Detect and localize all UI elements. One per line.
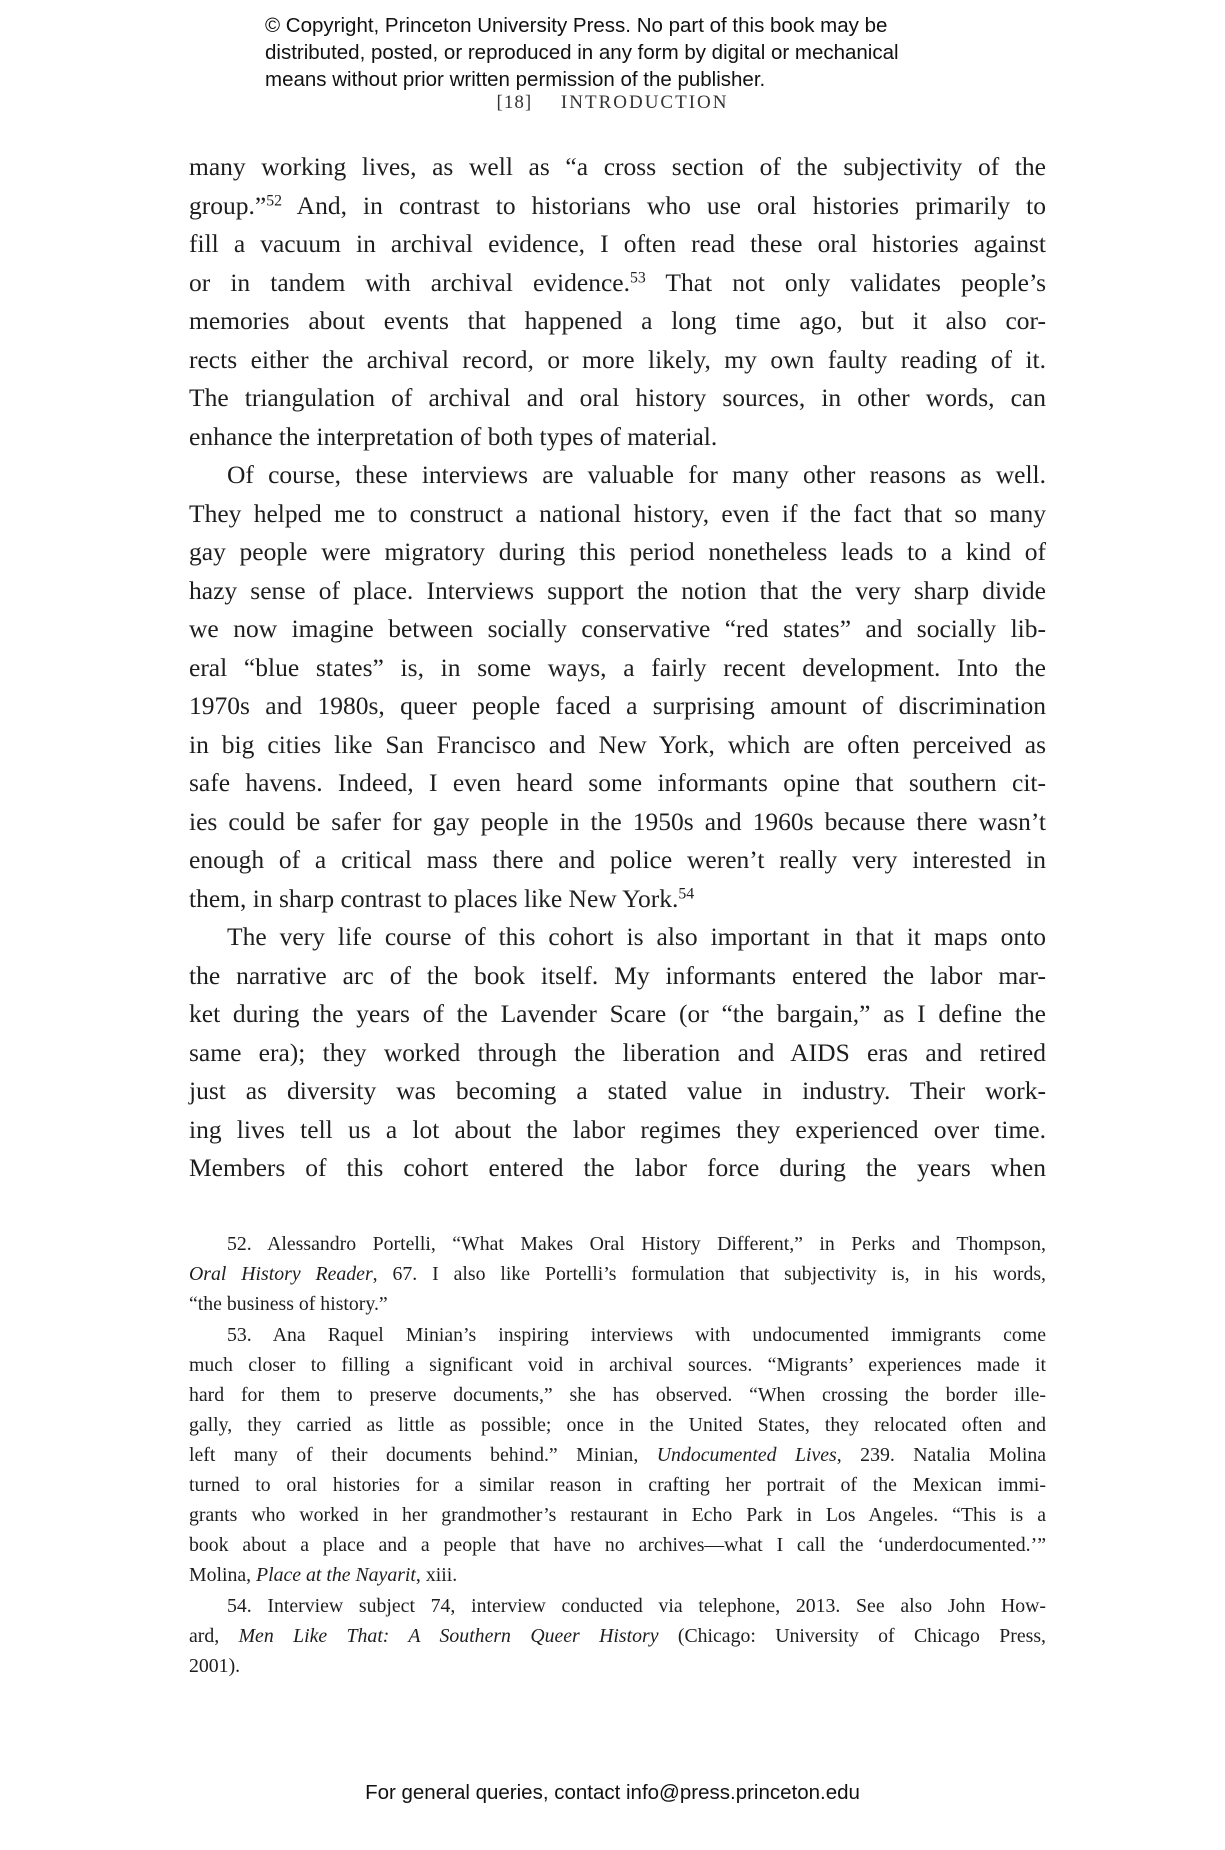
contact-footer: For general queries, contact info@press.princeton.edu [365, 1781, 860, 1804]
text-line [189, 418, 1046, 457]
text-run: ing lives tell us a lot about the labor regimes they experienced over time. [189, 1114, 1046, 1144]
footnote-line [189, 1470, 1046, 1500]
text-line [189, 341, 1046, 380]
text-run: gally, they carried as little as possible; once in the United States, they relocated often and [189, 1414, 1046, 1436]
text-line [189, 764, 1046, 803]
footnote-line [189, 1530, 1046, 1560]
text-line [189, 687, 1046, 726]
copyright-line: © Copyright, Princeton University Press. No part of this book may be [265, 14, 888, 37]
italic-title: Undocumented Lives [656, 1444, 837, 1466]
text-line [189, 225, 1046, 264]
text-run: That not only validates people’s [645, 267, 1046, 297]
footnote-line [189, 1560, 1046, 1590]
text-run: ard, [189, 1625, 239, 1647]
text-run: ies could be safer for gay people in the 1950s and 1960s because there wasn’t [189, 806, 1046, 836]
footnote-line [189, 1320, 1046, 1350]
text-line [189, 379, 1046, 418]
text-run: we now imagine between socially conservative “red states” and socially lib- [189, 614, 1046, 643]
text-line [189, 456, 1046, 495]
text-line [189, 880, 1046, 919]
text-run: 1970s and 1980s, queer people faced a surprising amount of discrimination [189, 691, 1046, 720]
footnotes [189, 1229, 1046, 1681]
text-run: them, in sharp contrast to places like New York. [189, 883, 679, 913]
text-run: The triangulation of archival and oral history sources, in other words, can [189, 383, 1046, 412]
italic-title: Place at the Nayarit [256, 1564, 416, 1586]
italic-title: Men Like That: A Southern Queer History [238, 1625, 659, 1647]
text-line [189, 649, 1046, 688]
text-line [189, 957, 1046, 996]
footnote-line [189, 1289, 1046, 1319]
text-run: group.” [189, 190, 267, 220]
text-run: left many of their documents behind.” Minian, [189, 1444, 657, 1466]
text-run: 53. Ana Raquel Minian’s inspiring interviews with undocumented immigrants come [227, 1324, 1046, 1346]
text-line [189, 1149, 1046, 1188]
text-line [189, 1111, 1046, 1150]
footnote-ref: 54 [678, 884, 695, 902]
text-run: enhance the interpretation of both types of material. [189, 421, 718, 451]
text-line [189, 610, 1046, 649]
text-run: Members of this cohort entered the labor force during the years when [189, 1153, 1046, 1182]
text-run: turned to oral histories for a similar reason in crafting her portrait of the Mexican immi- [189, 1474, 1046, 1496]
text-run: “the business of history.” [189, 1293, 388, 1315]
text-run: And, in contrast to historians who use oral histories primarily to [281, 190, 1046, 220]
section-title: INTRODUCTION [560, 92, 729, 113]
footnote-line [189, 1651, 1046, 1681]
footnote-line [189, 1410, 1046, 1440]
copyright-notice [265, 12, 985, 93]
text-line [189, 148, 1046, 187]
footnote-line [189, 1621, 1046, 1651]
text-run: , 239. Natalia Molina [836, 1444, 1047, 1466]
text-run: many working lives, as well as “a cross section of the subjectivity of the [189, 152, 1046, 181]
text-run: The very life course of this cohort is also important in that it maps onto [227, 922, 1046, 951]
running-head [0, 92, 1225, 114]
text-run: (Chicago: University of Chicago Press, [658, 1625, 1046, 1647]
text-run: grants who worked in her grandmother’s restaurant in Echo Park in Los Angeles. “This is a [189, 1504, 1046, 1526]
text-run: , 67. I also like Portelli’s formulation that subjectivity is, in his words, [372, 1263, 1047, 1285]
text-run: enough of a critical mass there and police weren’t really very interested in [189, 845, 1046, 874]
footnote-line [189, 1229, 1046, 1259]
text-run: gay people were migratory during this period nonetheless leads to a kind of [189, 537, 1046, 566]
footnote-ref: 53 [629, 268, 646, 286]
footnote-line [189, 1500, 1046, 1530]
text-run: hard for them to preserve documents,” she has observed. “When crossing the border ille- [189, 1384, 1046, 1406]
footnote-line [189, 1350, 1046, 1380]
text-run: same era); they worked through the liberation and AIDS eras and retired [189, 1037, 1046, 1067]
footnote-line [189, 1259, 1046, 1289]
text-run: book about a place and a people that have no archives—what I call the ‘underdocumented.’” [189, 1534, 1046, 1556]
text-run: memories about events that happened a long time ago, but it also cor- [189, 306, 1046, 335]
text-line [189, 495, 1046, 534]
text-line [189, 1034, 1046, 1073]
text-run: safe havens. Indeed, I even heard some informants opine that southern cit- [189, 768, 1046, 797]
text-line [189, 302, 1046, 341]
text-run: in big cities like San Francisco and New York, which are often perceived as [189, 729, 1046, 759]
text-run: , xiii. [415, 1564, 458, 1586]
text-run: the narrative arc of the book itself. My informants entered the labor mar- [189, 960, 1046, 990]
text-line [189, 187, 1046, 226]
text-run: Molina, [189, 1564, 257, 1586]
footnote-line [189, 1440, 1046, 1470]
page-number: [18] [496, 92, 533, 113]
text-line [189, 726, 1046, 765]
text-run: hazy sense of place. Interviews support the notion that the very sharp divide [189, 575, 1046, 605]
text-run: ket during the years of the Lavender Scare (or “the bargain,” as I define the [189, 999, 1046, 1028]
copyright-line: means without prior written permission of the publisher. [265, 68, 766, 91]
text-line [189, 841, 1046, 880]
text-run: They helped me to construct a national history, even if the fact that so many [189, 498, 1046, 528]
text-run: Of course, these interviews are valuable for many other reasons as well. [227, 460, 1046, 489]
main-text [189, 148, 1046, 1188]
text-line [189, 572, 1046, 611]
text-line [189, 803, 1046, 842]
footnote-line [189, 1380, 1046, 1410]
italic-title: Oral History Reader [189, 1263, 373, 1285]
text-run: fill a vacuum in archival evidence, I often read these oral histories against [189, 229, 1046, 258]
text-run: rects either the archival record, or more likely, my own faulty reading of it. [189, 344, 1046, 374]
footnote-line [189, 1591, 1046, 1621]
text-line [189, 533, 1046, 572]
text-line [189, 995, 1046, 1034]
text-run: eral “blue states” is, in some ways, a fairly recent development. Into the [189, 652, 1046, 682]
text-run: or in tandem with archival evidence. [189, 267, 630, 297]
text-line [189, 918, 1046, 957]
text-run: 2001). [189, 1655, 241, 1677]
text-run: much closer to filling a significant void in archival sources. “Migrants’ experiences made it [189, 1354, 1046, 1376]
text-line [189, 264, 1046, 303]
copyright-line: distributed, posted, or reproduced in any form by digital or mechanical [265, 41, 899, 64]
text-run: 54. Interview subject 74, interview conducted via telephone, 2013. See also John How- [227, 1595, 1046, 1617]
footnote-ref: 52 [266, 191, 282, 209]
text-line [189, 1072, 1046, 1111]
text-run: 52. Alessandro Portelli, “What Makes Oral History Different,” in Perks and Thompson, [227, 1233, 1046, 1255]
text-run: just as diversity was becoming a stated value in industry. Their work- [189, 1076, 1046, 1105]
